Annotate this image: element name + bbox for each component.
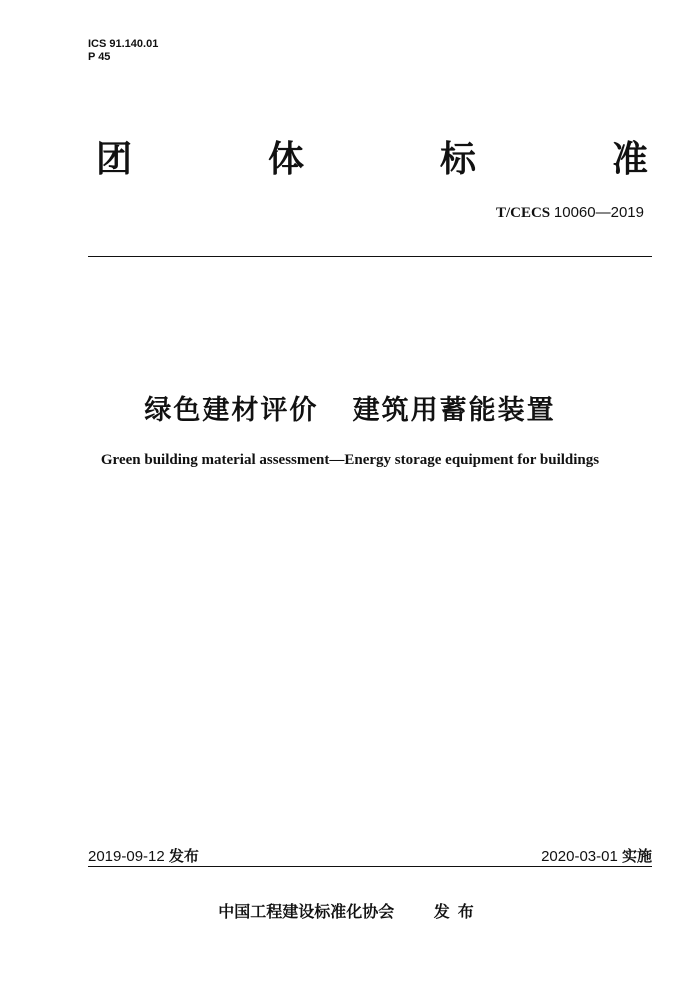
issue-date: 2019-09-12 (88, 848, 165, 865)
publisher-org: 中国工程建设标准化协会 (218, 902, 395, 921)
issue-date-line (88, 845, 199, 866)
standard-type-char-4: 准 (611, 139, 648, 180)
standard-code (496, 204, 644, 222)
ics-code: ICS 91.140.01 (88, 38, 159, 50)
ics-classification (88, 38, 158, 64)
implement-label: 实施 (621, 847, 652, 865)
implement-date: 2020-03-01 (541, 848, 618, 865)
standard-code-number: 10060—2019 (553, 204, 644, 221)
title-english: Green building material assessment—Energy storage equipment for buildings (100, 452, 600, 468)
issue-label: 发布 (168, 847, 199, 865)
implement-date-line (541, 845, 652, 866)
title-chinese: 绿色建材评价 建筑用蓄能装置 (144, 395, 556, 426)
standard-code-prefix: T/CECS (495, 205, 551, 221)
bottom-divider (88, 866, 652, 867)
top-divider (88, 256, 652, 257)
standard-type-char-3: 标 (439, 139, 476, 180)
publisher-verb: 发布 (433, 902, 482, 921)
standard-type-heading (96, 138, 648, 182)
ccs-class: P 45 (88, 51, 111, 63)
publisher-line (0, 899, 700, 922)
standard-type-char-2: 体 (267, 139, 304, 180)
standard-type-char-1: 团 (96, 139, 133, 180)
